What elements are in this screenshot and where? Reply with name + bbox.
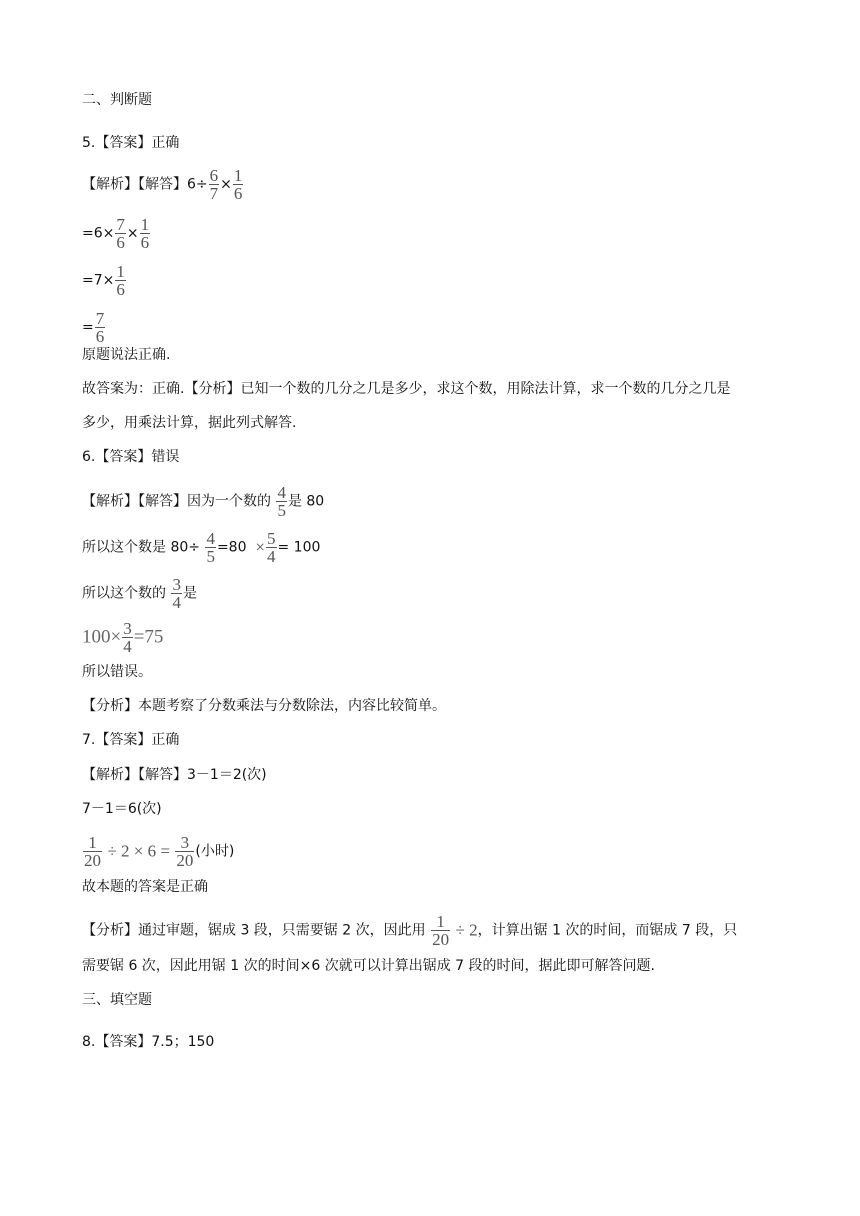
q7-calc: $\frac{1}{20}$ ÷ 2 × 6 = $\frac{3}{20}$ (小时) xyxy=(84,833,235,870)
q7-fenxi-line1: 【分析】通过审题，锯成 3 段，只需要锯 2 次，因此用 $\frac{1}{20}$ ÷ 2，计算出锯 1 次的时间，而锯成 7 段，只 xyxy=(82,912,738,949)
section-title: 二、判断题 xyxy=(82,92,152,108)
fraction: $\frac{3}{4}$ xyxy=(172,575,181,612)
fraction: $\frac{5}{4}$ xyxy=(267,529,276,566)
q8-answer: 8.【答案】7.5；150 xyxy=(82,1034,215,1050)
q5-fenxi-line1: 故答案为：正确.【分析】已知一个数的几分之几是多少，求这个数，用除法计算，求一个数的几分之几是 xyxy=(82,381,731,397)
fraction: $\frac{6}{7}$ xyxy=(209,166,219,203)
fraction: $\frac{3}{4}$ xyxy=(123,619,132,656)
fraction: $\frac{7}{6}$ xyxy=(95,309,105,346)
q7-step2: 7－1＝6(次) xyxy=(82,801,162,817)
q5-answer: 5.【答案】正确 xyxy=(82,135,180,151)
q6-calc: 100× $\frac{3}{4}$ =75 xyxy=(82,619,164,656)
fraction: $\frac{1}{20}$ xyxy=(84,833,101,870)
q6-step1: 【解析】【解答】因为一个数的 $\frac{4}{5}$ 是 80 xyxy=(82,483,325,520)
q6-conclusion: 所以错误。 xyxy=(82,664,152,680)
fraction: $\frac{1}{20}$ xyxy=(432,912,450,949)
q7-fenxi-line2: 需要锯 6 次，因此用锯 1 次的时间×6 次就可以计算出锯成 7 段的时间，据此即可解答问题. xyxy=(82,958,655,974)
fraction: $\frac{1}{6}$ xyxy=(233,166,243,203)
fraction: $\frac{7}{6}$ xyxy=(116,215,125,252)
section-title: 三、填空题 xyxy=(82,992,152,1008)
q6-step2: 所以这个数是 80÷ $\frac{4}{5}$ =80 × $\frac{5}{4}$ = 100 xyxy=(82,529,321,566)
q7-answer: 7.【答案】正确 xyxy=(82,732,180,748)
q6-step3: 所以这个数的 $\frac{3}{4}$ 是 xyxy=(82,575,197,612)
q6-answer: 6.【答案】错误 xyxy=(82,449,180,465)
jiexi-label: 【解析】【解答】6÷ xyxy=(82,176,208,193)
fraction: $\frac{3}{20}$ xyxy=(176,833,194,870)
fraction: $\frac{1}{6}$ xyxy=(116,262,125,299)
q6-fenxi: 【分析】本题考察了分数乘法与分数除法，内容比较简单。 xyxy=(82,698,446,714)
q5-step3: =7× $\frac{1}{6}$ xyxy=(82,262,125,299)
q7-step1: 【解析】【解答】3－1＝2(次) xyxy=(82,767,267,783)
q5-step4: = $\frac{7}{6}$ xyxy=(82,309,105,346)
q7-conclusion: 故本题的答案是正确 xyxy=(82,879,208,895)
q5-step2: =6× $\frac{7}{6}$ × $\frac{1}{6}$ xyxy=(82,215,150,252)
q5-conclusion: 原题说法正确. xyxy=(82,347,171,363)
fraction: $\frac{4}{5}$ xyxy=(206,529,215,566)
fraction: $\frac{4}{5}$ xyxy=(277,483,286,520)
q5-step1: 【解析】【解答】6÷ $\frac{6}{7}$ × $\frac{1}{6}$ xyxy=(82,166,243,203)
q5-fenxi-line2: 多少，用乘法计算，据此列式解答. xyxy=(82,415,297,431)
fraction: $\frac{1}{6}$ xyxy=(140,215,150,252)
